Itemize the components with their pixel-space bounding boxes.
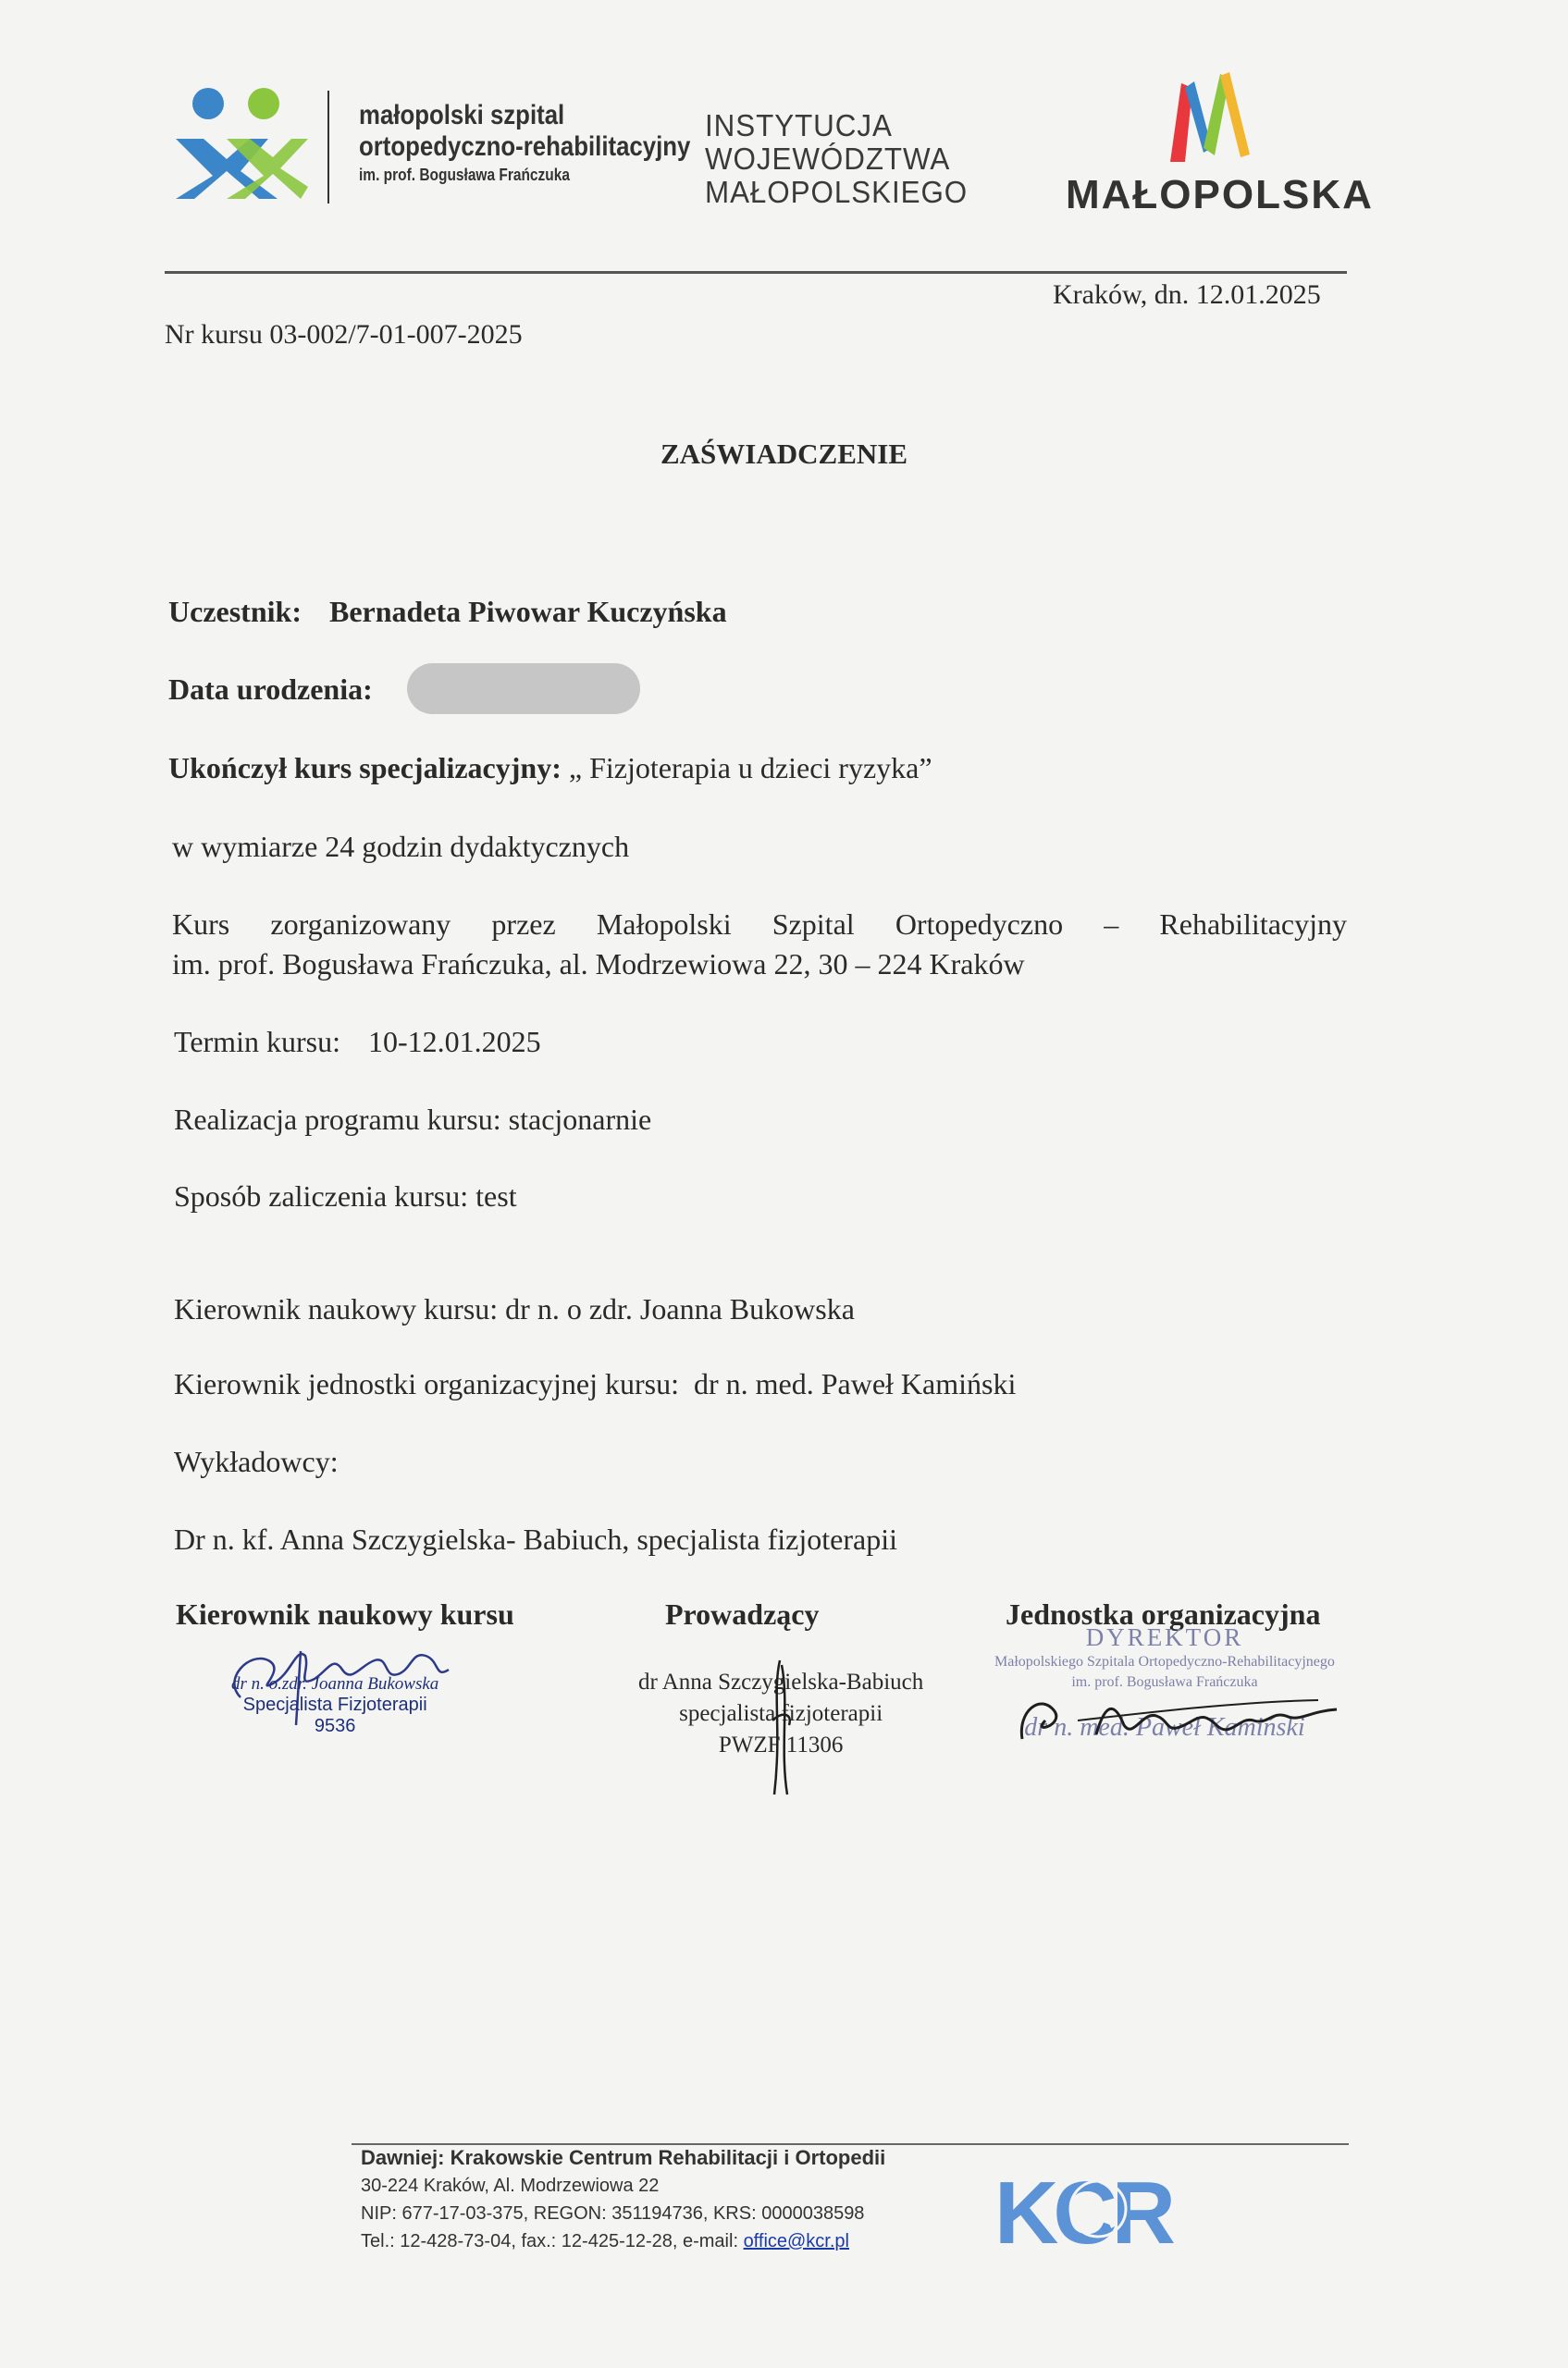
lecturer-entry: Dr n. kf. Anna Szczygielska- Babiuch, specjalista fizjoterapii	[174, 1523, 897, 1556]
realization-line: Realizacja programu kursu: stacjonarnie	[174, 1103, 652, 1136]
completion-method-line: Sposób zaliczenia kursu: test	[174, 1179, 517, 1213]
stamp-szczygielska-name: dr Anna Szczygielska-Babiuch	[638, 1670, 924, 1695]
hospital-name-line3: im. prof. Bogusława Frańczuka	[359, 166, 570, 184]
course-name: „ Fizjoterapia u dzieci ryzyka”	[568, 751, 932, 784]
hospital-name	[359, 100, 690, 187]
stamp-szczygielska-number: PWZF 11306	[718, 1733, 844, 1758]
footer-address	[361, 2144, 885, 2255]
birth-line	[168, 672, 373, 707]
signature-heading-scientific: Kierownik naukowy kursu	[176, 1597, 514, 1631]
stamp-szczygielska-title: specjalista fizjoterapii	[679, 1701, 883, 1726]
footer-street: 30-224 Kraków, Al. Modrzewiowa 22	[361, 2176, 660, 2196]
unit-head-line	[174, 1367, 1016, 1401]
footer-former-name: Dawniej: Krakowskie Centrum Rehabilitacji i Ortopedii	[361, 2146, 886, 2169]
institution-label	[705, 109, 968, 209]
stamp-bukowska-number: 9536	[314, 1716, 356, 1736]
participant-line	[168, 595, 727, 629]
signature-kaminski	[1004, 1684, 1355, 1758]
redacted-birth-date	[407, 663, 640, 714]
hours-line: w wymiarze 24 godzin dydaktycznych	[172, 830, 630, 863]
scientific-head-line: Kierownik naukowy kursu: dr n. o zdr. Joanna Bukowska	[174, 1292, 855, 1326]
institution-line3: MAŁOPOLSKIEGO	[705, 175, 969, 209]
signature-heading-unit: Jednostka organizacyjna	[1006, 1597, 1321, 1631]
course-number: 03-002/7-01-007-2025	[269, 319, 523, 350]
term-line	[174, 1025, 541, 1059]
term-label: Termin kursu:	[174, 1025, 340, 1058]
stamp-director-line2: im. prof. Bogusława Frańczuka	[1071, 1674, 1258, 1690]
birth-label: Data urodzenia:	[168, 672, 373, 706]
organizer-line2: im. prof. Bogusława Frańczuka, al. Modrzewiowa 22, 30 – 224 Kraków	[172, 947, 1025, 980]
place-date: Kraków, dn. 12.01.2025	[1053, 279, 1321, 310]
signature-szczygielska	[754, 1656, 809, 1804]
stamp-bukowska	[231, 1674, 438, 1737]
kcr-logo	[994, 2164, 1216, 2252]
stamp-director-name: dr n. med. Paweł Kamiński	[1024, 1713, 1305, 1742]
institution-line1: INSTYTUCJA	[705, 108, 893, 142]
stamp-director-line1: Małopolskiego Szpitala Ortopedyczno-Rehabilitacyjnego	[994, 1654, 1335, 1670]
unit-head-label: Kierownik jednostki organizacyjnej kursu:	[174, 1367, 679, 1400]
course-number-label: Nr kursu	[165, 319, 263, 350]
participant-name: Bernadeta Piwowar Kuczyńska	[328, 595, 727, 628]
hospital-logo	[171, 83, 310, 204]
malopolska-logo-text: MAŁOPOLSKA	[1066, 172, 1374, 217]
signature-heading-lecturer: Prowadzący	[665, 1597, 820, 1631]
malopolska-logo-mark	[1161, 65, 1253, 166]
kcr-logo-text: KCR	[994, 2164, 1170, 2252]
completed-label: Ukończył kurs specjalizacyjny:	[168, 751, 562, 784]
institution-line2: WOJEWÓDZTWA	[705, 142, 951, 176]
footer-contact	[361, 2227, 885, 2255]
footer-email-link[interactable]: office@kcr.pl	[743, 2231, 849, 2251]
stamp-bukowska-title: Specjalista Fizjoterapii	[242, 1695, 427, 1715]
course-line	[168, 751, 932, 785]
stamp-director-title: DYREKTOR	[1085, 1623, 1244, 1651]
document-title: ZAŚWIADCZENIE	[660, 438, 907, 470]
unit-head-value: dr n. med. Paweł Kamiński	[693, 1367, 1017, 1400]
footer-phone-fax: Tel.: 12-428-73-04, fax.: 12-425-12-28, e-mail:	[361, 2231, 744, 2251]
footer-registry: NIP: 677-17-03-375, REGON: 351194736, KRS: 0000038598	[361, 2203, 865, 2224]
hospital-name-line2: ortopedyczno-rehabilitacyjny	[359, 131, 691, 162]
lecturers-label: Wykładowcy:	[174, 1445, 339, 1478]
course-number-line	[165, 319, 523, 351]
term-value: 10-12.01.2025	[367, 1025, 541, 1058]
participant-label: Uczestnik:	[168, 595, 302, 628]
hospital-name-line1: małopolski szpital	[359, 100, 565, 130]
stamp-bukowska-name: dr n. o.zdr. Joanna Bukowska	[231, 1674, 439, 1694]
organizer-line1: Kurs zorganizowany przez Małopolski Szpital Ortopedyczno – Rehabilitacyjny	[172, 907, 1347, 941]
logo-divider	[327, 91, 329, 204]
header-divider	[165, 271, 1347, 274]
